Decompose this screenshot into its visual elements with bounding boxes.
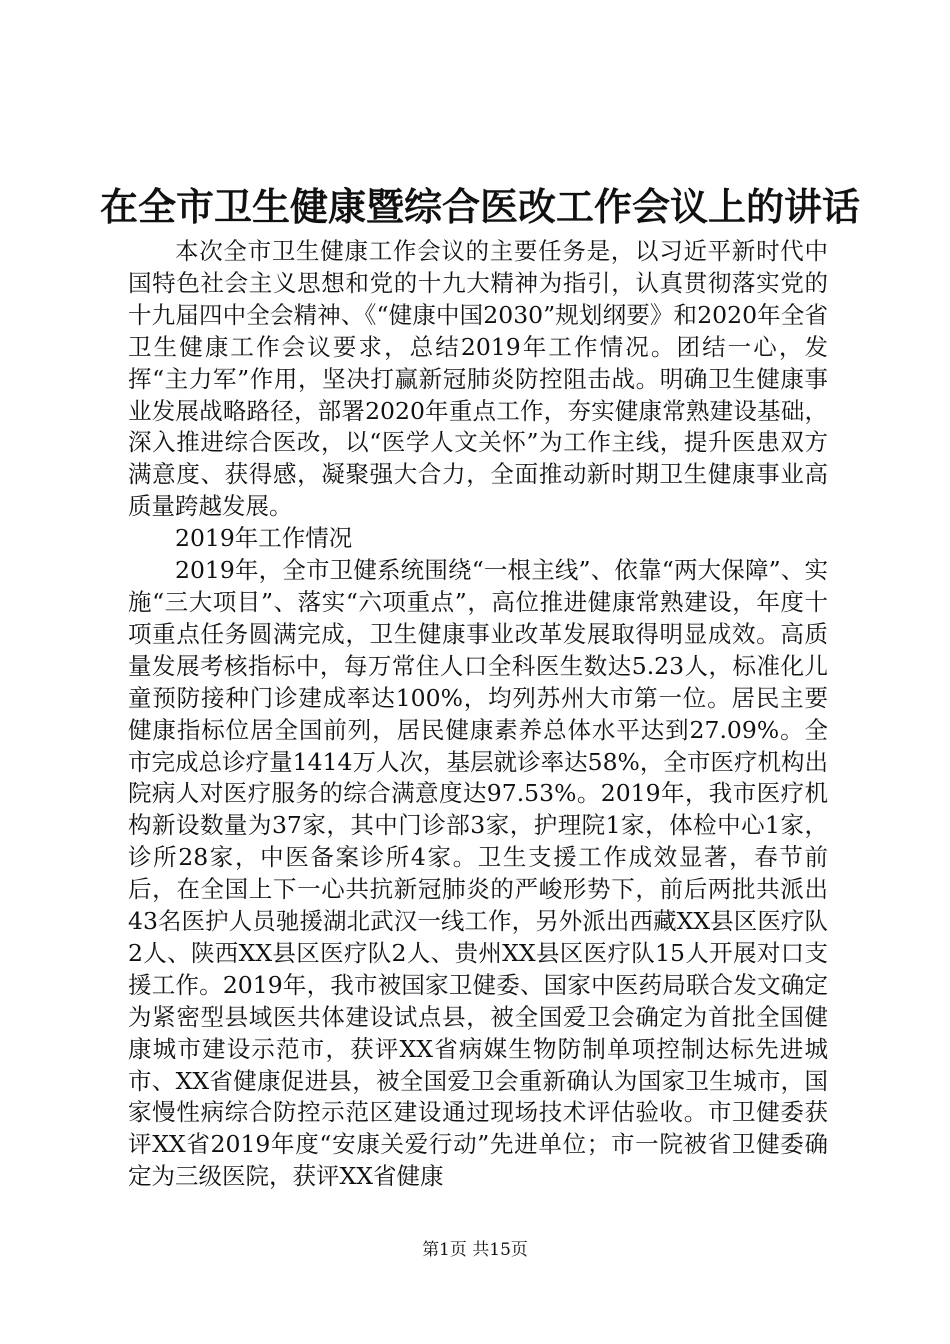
section-heading: 2019年工作情况: [175, 524, 353, 553]
paragraph-intro: 本次全市卫生健康工作会议的主要任务是，以习近平新时代中国特色社会主义思想和党的十九大精神为指引，认真贯彻落实党的十九届四中全会精神、《“健康中国2030”规划纲要》和2020年全省卫生健康工作会议要求，总结2019年工作情况。团结一心，发挥“主力军”作用，坚决打赢新冠肺炎防控阻击战。明确卫生健康事业发展战略路径，部署2020年重点工作，夯实健康常熟建设基础，深入推进综合医改，以“医学人文关怀”为工作主线，提升医患双方满意度、获得感，凝聚强大合力，全面推动新时期卫生健康事业高质量跨越发展。: [128, 237, 828, 521]
document-title: 在全市卫生健康暨综合医改工作会议上的讲话: [100, 184, 861, 229]
page-number-footer: 第1页 共15页: [422, 1240, 528, 1260]
document-body: [128, 236, 828, 1193]
paragraph-work-summary: 2019年，全市卫健系统围绕“一根主线”、依靠“两大保障”、实施“三大项目”、落实“六项重点”，高位推进健康常熟建设，年度十项重点任务圆满完成，卫生健康事业改革发展取得明显成效。高质量发展考核指标中，每万常住人口全科医生数达5.23人，标准化儿童预防接种门诊建成率达100%，均列苏州大市第一位。居民主要健康指标位居全国前列，居民健康素养总体水平达到27.09%。全市完成总诊疗量1414万人次，基层就诊率达58%，全市医疗机构出院病人对医疗服务的综合满意度达97.53%。2019年，我市医疗机构新设数量为37家，其中门诊部3家，护理院1家，体检中心1家，诊所28家，中医备案诊所4家。卫生支援工作成效显著，春节前后，在全国上下一心共抗新冠肺炎的严峻形势下，前后两批共派出43名医护人员驰援湖北武汉一线工作，另外派出西藏XX县区医疗队2人、陕西XX县区医疗队2人、贵州XX县区医疗队15人开展对口支援工作。2019年，我市被国家卫健委、国家中医药局联合发文确定为紧密型县域医共体建设试点县，被全国爱卫会确定为首批全国健康城市建设示范市，获评XX省病媒生物防制单项控制达标先进城市、XX省健康促进县，被全国爱卫会重新确认为国家卫生城市，国家慢性病综合防控示范区建设通过现场技术评估验收。市卫健委获评XX省2019年度“安康关爱行动”先进单位；市一院被省卫健委确定为三级医院，获评XX省健康: [128, 556, 828, 1191]
